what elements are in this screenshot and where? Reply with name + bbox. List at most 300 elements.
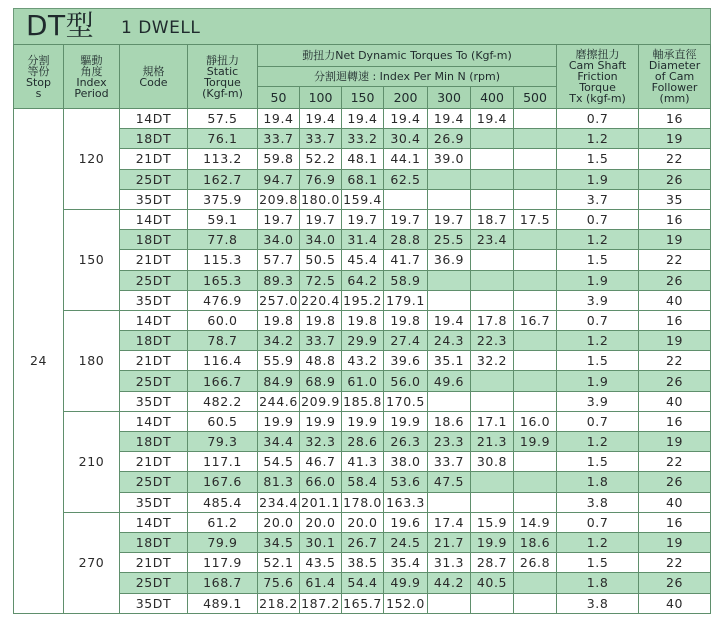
dynamic-torque-cell: 26.7 [342,532,384,552]
index-period-cell: 210 [64,411,120,512]
dynamic-torque-cell: 244.6 [258,391,300,411]
dynamic-torque-cell: 33.7 [300,129,342,149]
dynamic-torque-cell [428,169,471,189]
dynamic-torque-cell: 68.9 [300,371,342,391]
table-row [14,109,711,129]
dynamic-torque-cell: 50.5 [300,250,342,270]
dynamic-torque-cell: 29.9 [342,331,384,351]
dynamic-torque-cell: 36.9 [428,250,471,270]
dynamic-torque-cell: 19.7 [258,209,300,229]
code-cell: 14DT [120,411,188,431]
dynamic-torque-cell: 28.6 [342,432,384,452]
dynamic-torque-cell: 18.6 [514,532,557,552]
dynamic-torque-cell: 18.7 [471,209,514,229]
dynamic-torque-cell: 76.9 [300,169,342,189]
code-cell: 35DT [120,492,188,512]
friction-torque-cell: 1.2 [557,432,639,452]
dynamic-torque-cell [514,472,557,492]
dynamic-torque-cell: 55.9 [258,351,300,371]
dynamic-torque-cell: 19.8 [300,310,342,330]
friction-torque-cell: 0.7 [557,512,639,532]
dynamic-torque-cell [514,452,557,472]
diameter-cell: 26 [639,371,711,391]
static-torque-cell: 168.7 [188,573,258,593]
index-period-cell: 270 [64,512,120,613]
friction-torque-cell: 1.8 [557,573,639,593]
dynamic-torque-cell [514,169,557,189]
dynamic-torque-cell [514,573,557,593]
dynamic-torque-cell: 84.9 [258,371,300,391]
table-row [14,209,711,229]
friction-torque-cell: 0.7 [557,109,639,129]
code-cell: 18DT [120,532,188,552]
dynamic-torque-cell: 32.2 [471,351,514,371]
code-cell: 18DT [120,129,188,149]
dynamic-torque-cell: 31.3 [428,553,471,573]
dynamic-torque-cell: 23.3 [428,432,471,452]
friction-torque-cell: 1.5 [557,452,639,472]
dynamic-torque-cell [514,270,557,290]
dynamic-torque-cell: 33.7 [300,331,342,351]
diameter-cell: 19 [639,532,711,552]
dynamic-torque-cell: 34.0 [258,230,300,250]
dynamic-torque-cell: 23.4 [471,230,514,250]
dynamic-torque-cell: 54.4 [342,573,384,593]
dynamic-torque-cell: 46.7 [300,452,342,472]
dynamic-torque-cell [471,149,514,169]
dynamic-torque-cell: 49.6 [428,371,471,391]
dynamic-torque-cell: 52.2 [300,149,342,169]
dynamic-torque-cell: 48.8 [300,351,342,371]
dynamic-torque-cell: 34.2 [258,331,300,351]
dynamic-torque-cell: 56.0 [384,371,428,391]
static-torque-cell: 485.4 [188,492,258,512]
dynamic-torque-cell: 34.0 [300,230,342,250]
dynamic-torque-cell [514,391,557,411]
dynamic-torque-cell: 32.3 [300,432,342,452]
dynamic-torque-cell [428,593,471,613]
diameter-cell: 40 [639,593,711,613]
friction-torque-cell: 3.9 [557,290,639,310]
dynamic-torque-cell: 17.5 [514,209,557,229]
dynamic-torque-header: 動扭力Net Dynamic Torques To (Kgf-m) [258,45,557,67]
dynamic-torque-cell: 64.2 [342,270,384,290]
dynamic-torque-cell: 22.3 [471,331,514,351]
dynamic-torque-cell: 218.2 [258,593,300,613]
dynamic-torque-cell: 26.9 [428,129,471,149]
dynamic-torque-cell: 14.9 [514,512,557,532]
dynamic-torque-cell [514,109,557,129]
static-torque-cell: 77.8 [188,230,258,250]
dynamic-torque-cell: 31.4 [342,230,384,250]
dynamic-torque-cell [514,371,557,391]
dynamic-torque-cell: 68.1 [342,169,384,189]
dynamic-torque-cell: 152.0 [384,593,428,613]
friction-torque-cell: 1.5 [557,553,639,573]
diameter-cell: 26 [639,270,711,290]
friction-torque-cell: 1.9 [557,270,639,290]
code-cell: 14DT [120,512,188,532]
dynamic-torque-cell: 16.7 [514,310,557,330]
static-torque-cell: 165.3 [188,270,258,290]
dynamic-torque-cell [471,290,514,310]
diameter-cell: 40 [639,391,711,411]
dynamic-torque-cell [514,250,557,270]
dynamic-torque-cell [428,270,471,290]
dynamic-torque-cell: 49.9 [384,573,428,593]
table-row [14,310,711,330]
dynamic-torque-cell: 19.4 [300,109,342,129]
dynamic-torque-cell [471,492,514,512]
friction-torque-cell: 0.7 [557,209,639,229]
dynamic-torque-cell: 201.1 [300,492,342,512]
diameter-cell: 19 [639,129,711,149]
dynamic-torque-cell: 19.9 [258,411,300,431]
dynamic-torque-cell: 19.4 [428,310,471,330]
dynamic-torque-cell: 35.4 [384,553,428,573]
dynamic-torque-cell: 58.9 [384,270,428,290]
dynamic-torque-cell: 33.7 [428,452,471,472]
friction-torque-cell: 0.7 [557,310,639,330]
dynamic-torque-cell: 179.1 [384,290,428,310]
diameter-cell: 22 [639,351,711,371]
dynamic-torque-cell: 61.4 [300,573,342,593]
friction-torque-cell: 1.2 [557,129,639,149]
dynamic-torque-cell [471,391,514,411]
static-torque-cell: 79.3 [188,432,258,452]
static-torque-cell: 166.7 [188,371,258,391]
dynamic-torque-cell: 19.4 [384,109,428,129]
friction-torque-cell: 1.2 [557,230,639,250]
code-cell: 21DT [120,351,188,371]
torque-spec-table [13,44,711,614]
dynamic-torque-cell: 159.4 [342,189,384,209]
dynamic-torque-cell: 30.4 [384,129,428,149]
dynamic-torque-cell: 28.8 [384,230,428,250]
dynamic-torque-cell: 75.6 [258,573,300,593]
friction-torque-cell: 1.2 [557,331,639,351]
dynamic-torque-cell [514,351,557,371]
static-torque-cell: 162.7 [188,169,258,189]
dynamic-torque-cell: 165.7 [342,593,384,613]
code-cell: 21DT [120,149,188,169]
dynamic-torque-cell: 20.0 [342,512,384,532]
static-torque-cell: 78.7 [188,331,258,351]
dynamic-torque-cell [428,492,471,512]
dynamic-torque-cell [514,129,557,149]
static-torque-cell: 117.9 [188,553,258,573]
code-cell: 25DT [120,371,188,391]
static-torque-cell: 117.1 [188,452,258,472]
dynamic-torque-cell: 48.1 [342,149,384,169]
code-cell: 25DT [120,573,188,593]
dynamic-torque-cell: 34.4 [258,432,300,452]
static-torque-cell: 113.2 [188,149,258,169]
dynamic-torque-cell [471,593,514,613]
diameter-cell: 16 [639,209,711,229]
diameter-cell: 26 [639,573,711,593]
static-torque-cell: 61.2 [188,512,258,532]
page-subtitle: 1 DWELL [121,18,201,38]
friction-torque-cell: 3.7 [557,189,639,209]
dynamic-torque-cell [471,270,514,290]
dynamic-torque-cell: 61.0 [342,371,384,391]
dynamic-torque-cell: 28.7 [471,553,514,573]
index-period-header: 驅動 角度 Index Period [64,45,120,109]
dynamic-torque-cell: 62.5 [384,169,428,189]
dynamic-torque-cell: 35.1 [428,351,471,371]
dynamic-torque-cell: 19.7 [300,209,342,229]
table-row [14,512,711,532]
static-torque-cell: 375.9 [188,189,258,209]
dynamic-torque-cell: 20.0 [258,512,300,532]
dynamic-torque-cell: 180.0 [300,189,342,209]
friction-torque-header: 磨擦扭力 Cam Shaft Friction Torque Tx (kgf-m) [557,45,639,109]
diameter-cell: 26 [639,169,711,189]
dynamic-torque-cell: 19.4 [471,109,514,129]
code-cell: 21DT [120,553,188,573]
static-torque-cell: 116.4 [188,351,258,371]
static-torque-cell: 59.1 [188,209,258,229]
dynamic-torque-cell: 52.1 [258,553,300,573]
dynamic-torque-cell: 170.5 [384,391,428,411]
static-torque-cell: 167.6 [188,472,258,492]
dynamic-torque-cell: 19.9 [300,411,342,431]
code-cell: 18DT [120,230,188,250]
dynamic-torque-cell: 44.1 [384,149,428,169]
dynamic-torque-cell: 38.0 [384,452,428,472]
code-cell: 35DT [120,391,188,411]
diameter-cell: 40 [639,492,711,512]
rpm-header: 分割迴轉速 : Index Per Min N (rpm) [258,67,557,87]
dynamic-torque-cell: 81.3 [258,472,300,492]
static-torque-cell: 115.3 [188,250,258,270]
diameter-cell: 19 [639,432,711,452]
dynamic-torque-cell: 19.4 [342,109,384,129]
dynamic-torque-cell: 54.5 [258,452,300,472]
dynamic-torque-cell [514,189,557,209]
dynamic-torque-cell: 26.8 [514,553,557,573]
dynamic-torque-cell: 58.4 [342,472,384,492]
dynamic-torque-cell: 19.9 [471,532,514,552]
dynamic-torque-cell: 21.7 [428,532,471,552]
dynamic-torque-cell [471,250,514,270]
static-torque-cell: 60.5 [188,411,258,431]
dynamic-torque-cell: 34.5 [258,532,300,552]
rpm-300-header: 300 [428,87,471,109]
dynamic-torque-cell: 44.2 [428,573,471,593]
dynamic-torque-cell: 41.3 [342,452,384,472]
dynamic-torque-cell: 72.5 [300,270,342,290]
diameter-cell: 22 [639,553,711,573]
dynamic-torque-cell: 66.0 [300,472,342,492]
dynamic-torque-cell [471,472,514,492]
dynamic-torque-cell: 38.5 [342,553,384,573]
dynamic-torque-cell [514,593,557,613]
dynamic-torque-cell: 178.0 [342,492,384,512]
dynamic-torque-cell: 187.2 [300,593,342,613]
dynamic-torque-cell: 40.5 [471,573,514,593]
dynamic-torque-cell: 234.4 [258,492,300,512]
static-torque-cell: 60.0 [188,310,258,330]
table-row [14,411,711,431]
code-cell: 18DT [120,331,188,351]
dynamic-torque-cell: 24.3 [428,331,471,351]
rpm-150-header: 150 [342,87,384,109]
index-period-cell: 180 [64,310,120,411]
dynamic-torque-cell: 19.9 [342,411,384,431]
dynamic-torque-cell: 45.4 [342,250,384,270]
dynamic-torque-cell: 21.3 [471,432,514,452]
code-cell: 21DT [120,452,188,472]
dynamic-torque-cell: 39.6 [384,351,428,371]
dynamic-torque-cell [514,230,557,250]
dynamic-torque-cell: 19.8 [342,310,384,330]
dynamic-torque-cell: 94.7 [258,169,300,189]
dynamic-torque-cell: 26.3 [384,432,428,452]
dynamic-torque-cell: 19.4 [428,109,471,129]
dynamic-torque-cell: 20.0 [300,512,342,532]
code-cell: 21DT [120,250,188,270]
dynamic-torque-cell: 19.7 [342,209,384,229]
dynamic-torque-cell: 19.4 [258,109,300,129]
code-cell: 25DT [120,169,188,189]
rpm-200-header: 200 [384,87,428,109]
static-torque-cell: 57.5 [188,109,258,129]
dynamic-torque-cell [471,129,514,149]
code-cell: 25DT [120,270,188,290]
code-cell: 35DT [120,189,188,209]
dynamic-torque-cell [428,290,471,310]
dynamic-torque-cell: 17.1 [471,411,514,431]
diameter-header: 軸承直徑 Diameter of Cam Follower (mm) [639,45,711,109]
dynamic-torque-cell: 41.7 [384,250,428,270]
index-period-cell: 150 [64,209,120,310]
dynamic-torque-cell: 24.5 [384,532,428,552]
page-title: DT型 [26,9,95,42]
dynamic-torque-cell: 19.9 [514,432,557,452]
dynamic-torque-cell: 43.5 [300,553,342,573]
diameter-cell: 40 [639,290,711,310]
dynamic-torque-cell: 17.8 [471,310,514,330]
dynamic-torque-cell: 19.7 [428,209,471,229]
dynamic-torque-cell: 30.8 [471,452,514,472]
diameter-cell: 22 [639,149,711,169]
dynamic-torque-cell: 53.6 [384,472,428,492]
dynamic-torque-cell: 33.2 [342,129,384,149]
static-torque-cell: 482.2 [188,391,258,411]
dynamic-torque-cell: 185.8 [342,391,384,411]
dynamic-torque-cell: 89.3 [258,270,300,290]
dynamic-torque-cell: 59.8 [258,149,300,169]
dynamic-torque-cell: 19.9 [384,411,428,431]
dynamic-torque-cell: 33.7 [258,129,300,149]
stops-header: 分割 等份 Stop s [14,45,64,109]
dynamic-torque-cell: 17.4 [428,512,471,532]
dynamic-torque-cell [514,149,557,169]
dynamic-torque-cell [428,189,471,209]
diameter-cell: 19 [639,331,711,351]
diameter-cell: 16 [639,109,711,129]
dynamic-torque-cell: 163.3 [384,492,428,512]
dynamic-torque-cell: 39.0 [428,149,471,169]
static-torque-cell: 489.1 [188,593,258,613]
code-cell: 14DT [120,310,188,330]
dynamic-torque-cell: 209.8 [258,189,300,209]
diameter-cell: 26 [639,472,711,492]
dynamic-torque-cell: 43.2 [342,351,384,371]
code-cell: 35DT [120,593,188,613]
code-cell: 14DT [120,209,188,229]
dynamic-torque-cell: 27.4 [384,331,428,351]
title-bar [13,8,711,46]
friction-torque-cell: 3.9 [557,391,639,411]
friction-torque-cell: 3.8 [557,492,639,512]
code-header: 規格 Code [120,45,188,109]
dynamic-torque-cell: 19.6 [384,512,428,532]
dynamic-torque-cell: 25.5 [428,230,471,250]
dynamic-torque-cell: 209.9 [300,391,342,411]
friction-torque-cell: 1.9 [557,169,639,189]
static-torque-cell: 76.1 [188,129,258,149]
friction-torque-cell: 1.2 [557,532,639,552]
diameter-cell: 16 [639,512,711,532]
dynamic-torque-cell [471,189,514,209]
rpm-500-header: 500 [514,87,557,109]
diameter-cell: 16 [639,411,711,431]
static-torque-header: 靜扭力 Static Torque (Kgf-m) [188,45,258,109]
stops-cell: 24 [14,109,64,614]
code-cell: 35DT [120,290,188,310]
index-period-cell: 120 [64,109,120,210]
dynamic-torque-cell [514,290,557,310]
dynamic-torque-cell [471,169,514,189]
friction-torque-cell: 1.5 [557,250,639,270]
friction-torque-cell: 3.8 [557,593,639,613]
rpm-400-header: 400 [471,87,514,109]
rpm-50-header: 50 [258,87,300,109]
dynamic-torque-cell: 57.7 [258,250,300,270]
code-cell: 14DT [120,109,188,129]
friction-torque-cell: 1.9 [557,371,639,391]
code-cell: 25DT [120,472,188,492]
friction-torque-cell: 1.5 [557,149,639,169]
dynamic-torque-cell: 195.2 [342,290,384,310]
dynamic-torque-cell [471,371,514,391]
dynamic-torque-cell: 220.4 [300,290,342,310]
dynamic-torque-cell: 47.5 [428,472,471,492]
dynamic-torque-cell: 19.8 [384,310,428,330]
friction-torque-cell: 0.7 [557,411,639,431]
dynamic-torque-cell: 30.1 [300,532,342,552]
code-cell: 18DT [120,432,188,452]
dynamic-torque-cell: 257.0 [258,290,300,310]
dynamic-torque-cell [514,492,557,512]
diameter-cell: 35 [639,189,711,209]
dynamic-torque-cell: 15.9 [471,512,514,532]
dynamic-torque-cell: 19.7 [384,209,428,229]
friction-torque-cell: 1.5 [557,351,639,371]
dynamic-torque-cell: 16.0 [514,411,557,431]
dynamic-torque-cell: 18.6 [428,411,471,431]
diameter-cell: 19 [639,230,711,250]
diameter-cell: 16 [639,310,711,330]
diameter-cell: 22 [639,250,711,270]
dynamic-torque-cell [514,331,557,351]
dynamic-torque-cell: 19.8 [258,310,300,330]
friction-torque-cell: 1.8 [557,472,639,492]
dynamic-torque-cell [384,189,428,209]
